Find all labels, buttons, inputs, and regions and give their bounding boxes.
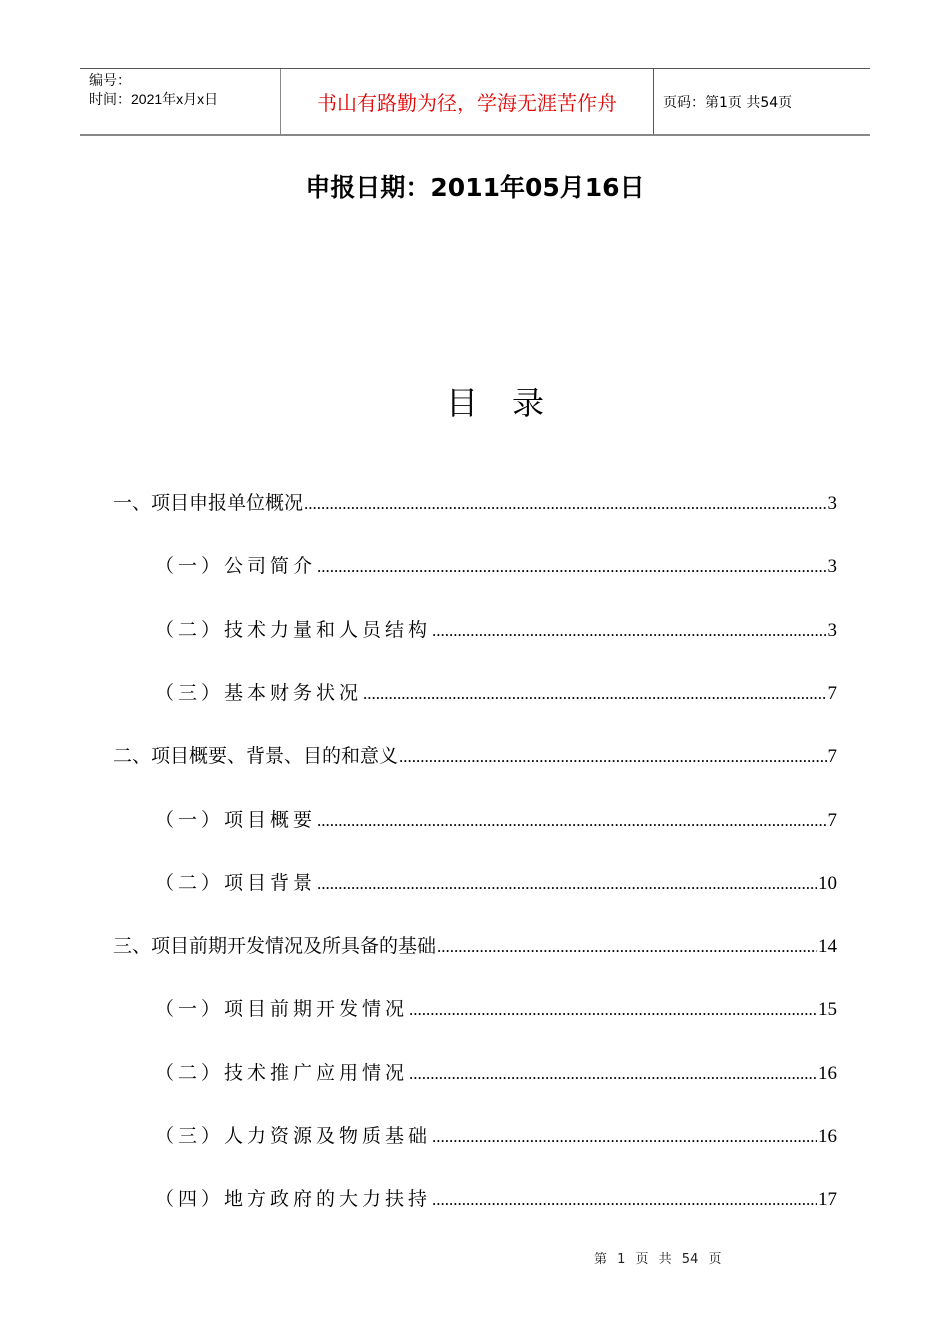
toc-entry-page: 16 bbox=[818, 1062, 837, 1084]
toc-entry-page: 7 bbox=[827, 809, 837, 831]
toc-entry-page: 3 bbox=[827, 493, 837, 514]
toc-entry[interactable] bbox=[155, 994, 837, 1022]
toc-entry-page: 14 bbox=[818, 936, 837, 958]
toc-entry-page: 7 bbox=[827, 746, 837, 768]
toc-entry[interactable] bbox=[113, 488, 837, 516]
toc-entry[interactable] bbox=[155, 805, 837, 833]
toc-entry-text: （一）项目前期开发情况 bbox=[155, 998, 409, 1021]
toc-title: 目录 bbox=[445, 384, 578, 422]
toc-entry-page: 10 bbox=[818, 872, 837, 894]
toc-entry-text: （一）公司简介 bbox=[155, 555, 317, 578]
toc-entry[interactable] bbox=[113, 741, 837, 769]
toc-entry-page: 7 bbox=[827, 682, 837, 704]
toc-entry-text: 一、项目申报单位概况 bbox=[113, 492, 304, 514]
header-motto: 书山有路勤为径，学海无涯苦作舟 bbox=[281, 69, 654, 134]
dot-leader bbox=[409, 1000, 817, 1020]
page-footer: 第 1 页 共 54 页 bbox=[594, 1252, 722, 1267]
toc-entry-text: （三）人力资源及物质基础 bbox=[155, 1125, 432, 1147]
header-meta bbox=[80, 69, 281, 134]
toc-entry-page: 17 bbox=[818, 1189, 837, 1211]
toc-entry-text: 三、项目前期开发情况及所具备的基础 bbox=[113, 935, 437, 958]
dot-leader bbox=[363, 684, 826, 704]
toc-entry[interactable] bbox=[155, 551, 837, 579]
page-header bbox=[80, 68, 870, 136]
dot-leader bbox=[409, 1064, 817, 1084]
toc-entry-text: 二、项目概要、背景、目的和意义 bbox=[113, 745, 399, 768]
toc-entry-text: （三）基本财务状况 bbox=[155, 681, 363, 704]
dot-leader bbox=[317, 874, 817, 894]
toc-entry-page: 15 bbox=[818, 999, 837, 1021]
dot-leader bbox=[432, 1190, 817, 1210]
toc-entry[interactable] bbox=[155, 1121, 837, 1149]
dot-leader bbox=[432, 1127, 817, 1147]
toc-entry-text: （四）地方政府的大力扶持 bbox=[155, 1188, 432, 1211]
dot-leader bbox=[317, 557, 826, 577]
toc-entry-text: （二）技术力量和人员结构 bbox=[155, 618, 432, 641]
toc-entry-text: （二）技术推广应用情况 bbox=[155, 1061, 409, 1084]
dot-leader bbox=[304, 494, 826, 514]
toc-entry[interactable] bbox=[155, 868, 837, 896]
toc-entry[interactable] bbox=[155, 1058, 837, 1086]
dot-leader bbox=[399, 747, 826, 767]
toc-entry-text: （二）项目背景 bbox=[155, 871, 317, 894]
header-page-info: 页码：第1页 共54页 bbox=[663, 94, 793, 111]
toc-entry-text: （一）项目概要 bbox=[155, 808, 317, 831]
toc-entry[interactable] bbox=[155, 678, 837, 706]
dot-leader bbox=[317, 811, 826, 831]
number-label: 编号： bbox=[89, 72, 131, 88]
time-label: 时间：2021年x月x日 bbox=[89, 91, 219, 107]
dot-leader bbox=[437, 937, 817, 957]
declare-date: 申报日期：2011年05月16日 bbox=[305, 173, 645, 202]
toc-entry[interactable] bbox=[155, 615, 837, 643]
dot-leader bbox=[432, 621, 826, 641]
toc-entry[interactable] bbox=[113, 931, 837, 959]
toc-entry[interactable] bbox=[155, 1184, 837, 1212]
toc-entry-page: 16 bbox=[818, 1126, 837, 1147]
toc-entry-page: 3 bbox=[827, 556, 837, 578]
toc-entry-page: 3 bbox=[827, 619, 837, 641]
